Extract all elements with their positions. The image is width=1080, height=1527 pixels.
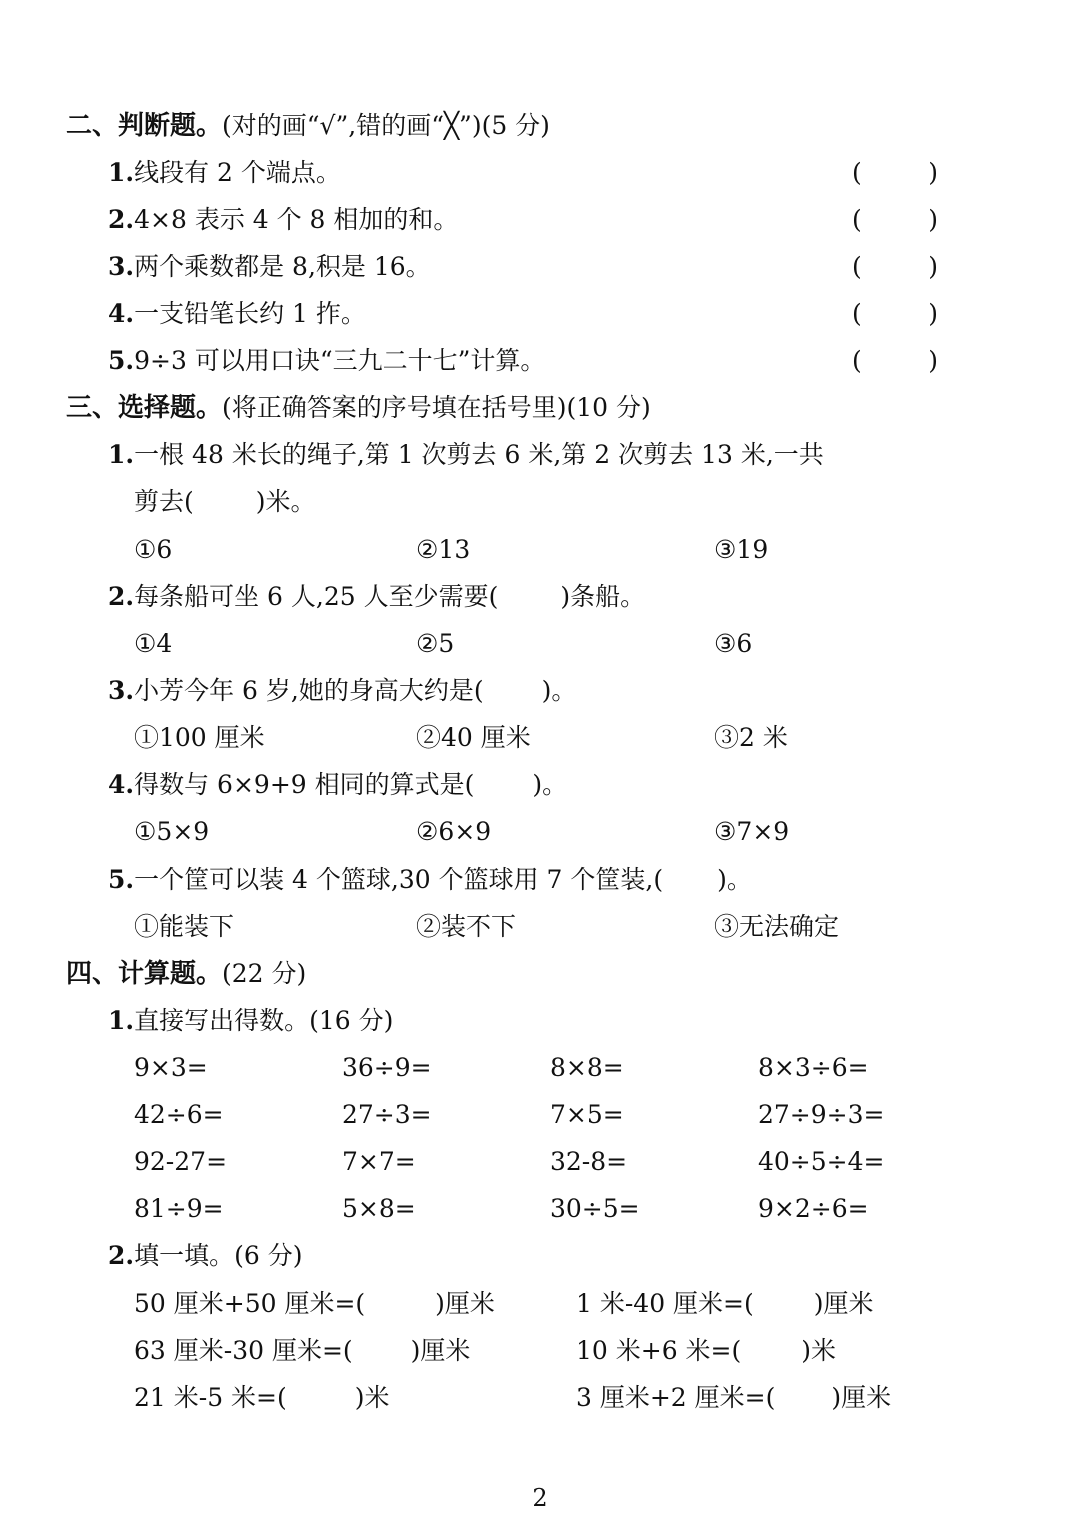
section-3-title: 三、选择题。 [66, 393, 223, 423]
calc-problem: 5×8= [342, 1194, 416, 1223]
part-title: 填一填。 [134, 1241, 235, 1270]
calc-problem: 27÷9÷3= [758, 1100, 885, 1129]
option-3: ③19 [714, 535, 769, 564]
question-text: 一根 48 米长的绳子,第 1 次剪去 6 米,第 2 次剪去 13 米,一共 [134, 440, 824, 469]
judge-item-1 [108, 153, 341, 193]
question-text: )。 [717, 865, 752, 894]
item-text: 9÷3 可以用口诀“三九二十七”计算。 [134, 346, 546, 375]
calc-problem: 30÷5= [550, 1194, 640, 1223]
choice-question-1-continued [134, 482, 316, 522]
item-number: 2. [108, 582, 135, 611]
calc-problem: 32-8= [550, 1147, 628, 1176]
question-text: 每条船可坐 6 人,25 人至少需要( [134, 582, 499, 611]
item-number: 3. [108, 252, 135, 281]
fill-text: 63 厘米-30 厘米=( [134, 1336, 353, 1365]
item-number: 5. [108, 346, 135, 375]
calc-problem: 92-27= [134, 1147, 228, 1176]
question-text: 小芳今年 6 岁,她的身高大约是( [134, 676, 484, 705]
item-number: 1. [108, 158, 135, 187]
item-number: 1. [108, 440, 135, 469]
bracket-left: ( [852, 299, 862, 328]
fill-unit: )米 [801, 1336, 837, 1365]
bracket-left: ( [852, 158, 862, 187]
question-text: )条船。 [560, 582, 646, 611]
calc-problem: 81÷9= [134, 1194, 224, 1223]
bracket-right: ) [928, 252, 938, 281]
section-4-note: (22 分) [222, 959, 307, 988]
fill-unit: )厘米 [831, 1383, 892, 1412]
option-1: ①4 [134, 629, 173, 658]
item-number: 4. [108, 770, 135, 799]
choice-question-4 [108, 765, 567, 805]
choice-question-2 [108, 577, 645, 617]
calc-problem: 42÷6= [134, 1100, 224, 1129]
fill-unit: )厘米 [410, 1336, 471, 1365]
question-text: 得数与 6×9+9 相同的算式是( [134, 770, 475, 799]
bracket-right: ) [928, 158, 938, 187]
judge-item-3 [108, 247, 431, 287]
section-4-heading [66, 954, 306, 994]
bracket-left: ( [852, 205, 862, 234]
option-2: ②13 [416, 535, 471, 564]
item-number: 5. [108, 865, 135, 894]
calc-problem: 8×3÷6= [758, 1053, 869, 1082]
option-2: ②5 [416, 629, 455, 658]
fill-problem [134, 1331, 470, 1371]
calc-problem: 27÷3= [342, 1100, 432, 1129]
option-1: ①能装下 [134, 912, 235, 941]
fill-problem [134, 1284, 495, 1324]
item-number: 3. [108, 676, 135, 705]
choice-question-3 [108, 671, 576, 711]
option-2: ②40 厘米 [416, 723, 531, 752]
bracket-right: ) [928, 205, 938, 234]
calc-part-1-heading [108, 1001, 393, 1041]
calc-problem: 7×7= [342, 1147, 416, 1176]
answer-bracket-3[interactable] [852, 247, 938, 287]
judge-item-4 [108, 294, 366, 334]
option-1: ①5×9 [134, 817, 210, 846]
option-1: ①6 [134, 535, 173, 564]
option-3: ③7×9 [714, 817, 790, 846]
fill-unit: )厘米 [813, 1289, 874, 1318]
calc-part-2-heading [108, 1236, 303, 1276]
bracket-right: ) [928, 299, 938, 328]
answer-bracket-2[interactable] [852, 200, 938, 240]
section-2-note: (对的画“√”,错的画“╳”)(5 分) [222, 111, 550, 140]
item-text: 线段有 2 个端点。 [134, 158, 341, 187]
item-text: 一支铅笔长约 1 拃。 [134, 299, 366, 328]
fill-text: 50 厘米+50 厘米=( [134, 1289, 366, 1318]
choice-question-5 [108, 860, 752, 900]
calc-problem: 36÷9= [342, 1053, 432, 1082]
question-text: )。 [532, 770, 568, 799]
answer-bracket-5[interactable] [852, 341, 938, 381]
option-1: ①100 厘米 [134, 723, 265, 752]
calc-problem: 8×8= [550, 1053, 624, 1082]
item-text: 4×8 表示 4 个 8 相加的和。 [134, 205, 459, 234]
calc-problem: 40÷5÷4= [758, 1147, 885, 1176]
bracket-left: ( [852, 252, 862, 281]
answer-bracket-1[interactable] [852, 153, 938, 193]
item-number: 1. [108, 1006, 135, 1035]
answer-bracket-4[interactable] [852, 294, 938, 334]
part-title: 直接写出得数。 [134, 1006, 310, 1035]
option-3: ③无法确定 [714, 912, 840, 941]
judge-item-2 [108, 200, 458, 240]
item-text: 两个乘数都是 8,积是 16。 [134, 252, 431, 281]
fill-problem [576, 1378, 891, 1418]
fill-text: 1 米-40 厘米=( [576, 1289, 754, 1318]
part-note: (16 分) [309, 1006, 394, 1035]
section-3-note: (将正确答案的序号填在括号里)(10 分) [222, 393, 651, 422]
fill-text: 21 米-5 米=( [134, 1383, 287, 1412]
bracket-right: ) [928, 346, 938, 375]
section-2-title: 二、判断题。 [66, 111, 223, 141]
item-number: 4. [108, 299, 135, 328]
fill-text: 10 米+6 米=( [576, 1336, 742, 1365]
judge-item-5 [108, 341, 545, 381]
section-3-heading [66, 388, 651, 428]
bracket-left: ( [852, 346, 862, 375]
option-3: ③6 [714, 629, 753, 658]
fill-problem [576, 1331, 836, 1371]
section-2-heading [66, 106, 550, 146]
fill-problem [576, 1284, 874, 1324]
page-number: 2 [532, 1484, 548, 1512]
section-4-title: 四、计算题。 [66, 959, 223, 989]
fill-unit: )米 [354, 1383, 390, 1412]
option-2: ②装不下 [416, 912, 517, 941]
option-2: ②6×9 [416, 817, 492, 846]
calc-problem: 7×5= [550, 1100, 624, 1129]
question-text: )米。 [255, 487, 316, 516]
option-3: ③2 米 [714, 723, 788, 752]
calc-problem: 9×2÷6= [758, 1194, 869, 1223]
item-number: 2. [108, 205, 135, 234]
choice-question-1 [108, 435, 824, 475]
question-text: 一个筐可以装 4 个篮球,30 个篮球用 7 个筐装,( [134, 865, 664, 894]
calc-problem: 9×3= [134, 1053, 208, 1082]
part-note: (6 分) [234, 1241, 303, 1270]
fill-unit: )厘米 [435, 1289, 495, 1318]
question-text: )。 [541, 676, 577, 705]
fill-problem [134, 1378, 390, 1418]
question-text: 剪去( [134, 487, 194, 516]
item-number: 2. [108, 1241, 135, 1270]
fill-text: 3 厘米+2 厘米=( [576, 1383, 776, 1412]
